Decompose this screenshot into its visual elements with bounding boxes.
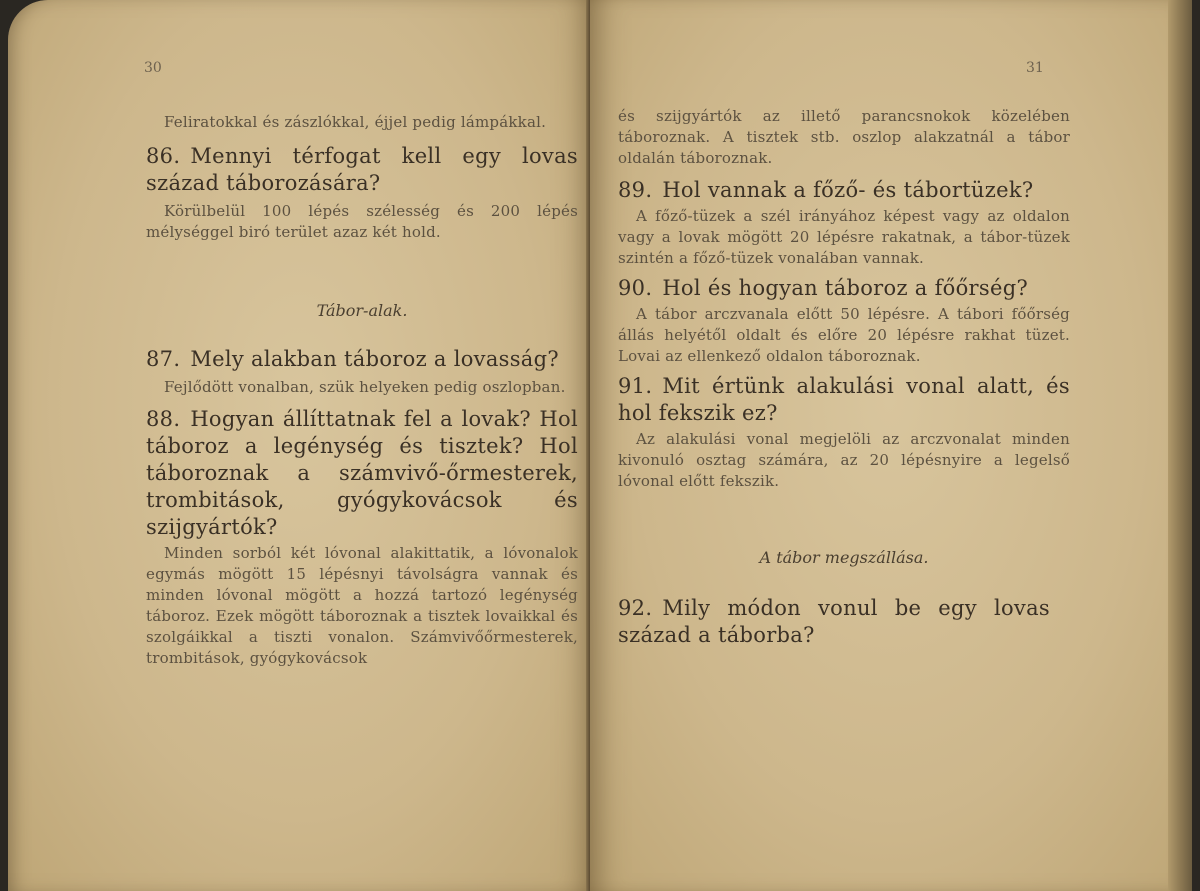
left-text-block [146, 112, 578, 669]
section-heading: A tábor megszállása. [759, 548, 929, 567]
question-text: Hogyan állíttatnak fel a lovak? Hol táboroz a legénység és tisztek? Hol táboroznak a számvivő-őrmesterek, trombitások, gyógykovácsok és szijgyártók? [146, 407, 578, 539]
question-text: Mely alakban táboroz a lovasság? [190, 347, 559, 371]
answer-87: Fejlődött vonalban, szük helyeken pedig oszlopban. [164, 378, 566, 396]
page-number: 31 [1026, 60, 1044, 76]
paragraph: Feliratokkal és zászlókkal, éjjel pedig lámpákkal. [164, 113, 547, 131]
open-book [8, 0, 1192, 891]
question-88 [146, 406, 578, 541]
question-number: 86. [146, 144, 181, 168]
question-86 [146, 143, 578, 197]
right-text-block [618, 106, 1070, 649]
question-90 [618, 275, 1070, 302]
answer-88: Minden sorból két lóvonal alakittatik, a lóvonalok egymás mögött 15 lépésnyi távolságra vannak és minden lóvonal mögött a hozzá tartozó legénység táboroz. Ezek mögött táboroznak a tisztek lovaikkal és szolgáikkal a tiszti vonalon. Számvivőőrmesterek, trombitások, gyógykovácsok [146, 544, 578, 667]
question-87 [146, 346, 578, 373]
question-number: 89. [618, 178, 653, 202]
question-89 [618, 177, 1070, 204]
question-number: 91. [618, 374, 653, 398]
page-number: 30 [144, 60, 162, 76]
question-text: Mily módon vonul be egy lovas század a táborba? [618, 596, 1050, 647]
question-number: 92. [618, 596, 653, 620]
paragraph: és szijgyártók az illető parancsnokok közelében táboroznak. A tisztek stb. oszlop alakzatnál a tábor oldalán táboroznak. [618, 107, 1070, 167]
page-edge [1168, 0, 1192, 891]
answer-86: Körülbelül 100 lépés szélesség és 200 lépés mélységgel biró terület azaz két hold. [146, 202, 578, 241]
question-number: 87. [146, 347, 181, 371]
left-page [8, 0, 590, 891]
question-text: Hol és hogyan táboroz a főőrség? [662, 276, 1028, 300]
right-page [590, 0, 1190, 891]
section-heading: Tábor-alak. [316, 301, 408, 320]
question-text: Mit értünk alakulási vonal alatt, és hol fekszik ez? [618, 374, 1070, 425]
question-text: Mennyi térfogat kell egy lovas század táborozására? [146, 144, 578, 195]
answer-91: Az alakulási vonal megjelöli az arczvonalat minden kivonuló osztag számára, az 20 lépésnyire a legelső lóvonal előtt fekszik. [618, 430, 1070, 490]
answer-89: A főző-tüzek a szél irányához képest vagy az oldalon vagy a lovak mögött 20 lépésre rakatnak, a tábor-tüzek szintén a főző-tüzek vonalában vannak. [618, 207, 1070, 267]
question-text: Hol vannak a főző- és tábortüzek? [662, 178, 1034, 202]
question-91 [618, 373, 1070, 427]
question-92 [618, 595, 1070, 649]
answer-90: A tábor arczvanala előtt 50 lépésre. A tábori főőrség állás helyétől oldalt és előre 20 lépésre rakhat tüzet. Lovai az ellenkező oldalon táboroznak. [618, 305, 1070, 365]
question-number: 88. [146, 407, 181, 431]
question-number: 90. [618, 276, 653, 300]
